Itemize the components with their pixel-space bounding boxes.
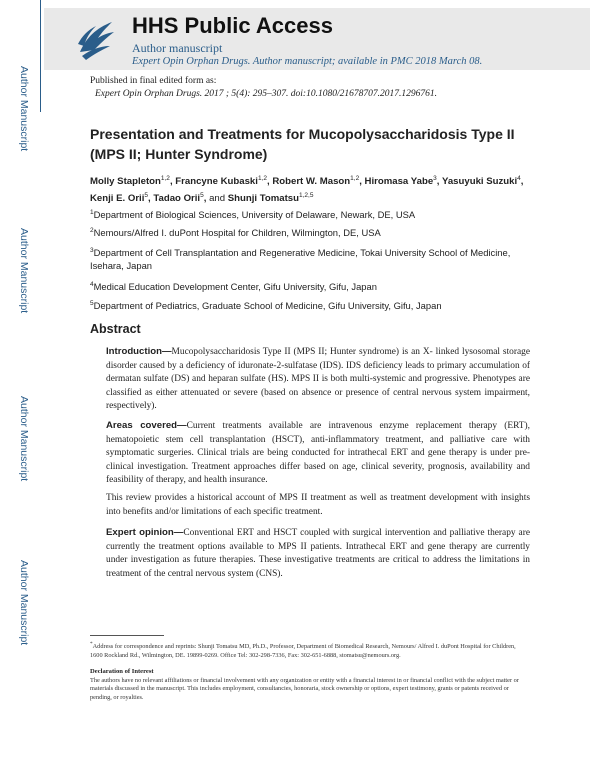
affiliation-1: $^1$Department of Biological Sciences, University of Delaware, Newark, DE, USA	[90, 209, 416, 221]
author: Robert W. Mason$^{1,2}$	[272, 175, 360, 188]
abstract-heading: Abstract	[90, 322, 141, 336]
author: Shunji Tomatsu$^{1,2,5}$	[227, 192, 314, 205]
sidebar-label-2: Author Manuscript	[18, 228, 30, 314]
footnote-divider	[90, 635, 164, 636]
sidebar-divider	[40, 0, 41, 112]
banner-title: HHS Public Access	[132, 13, 333, 38]
author: Hiromasa Yabe$^3$	[364, 175, 437, 188]
affiliation-2: $^2$Nemours/Alfred I. duPont Hospital for Children, Wilmington, DE, USA	[90, 227, 381, 239]
footnote-correspondence: *Address for correspondence and reprints: Shunji Tomatsu MD, Ph.D., Professor, Department of Biomedical Research, Nemours/ Alfred I. duPont Hospital for Children, 1600 Rockland Rd., Wilmington, DE. 19899-0269. Office Tel: 302-298-7336, Fax: 302-651-6888, stomatsu@nemours.org.	[90, 641, 516, 659]
affiliation-5: $^5$Department of Pediatrics, Graduate School of Medicine, Gifu University, Gifu, Japan	[90, 300, 442, 312]
author: Molly Stapleton$^{1,2}$	[90, 175, 170, 188]
paper-title: Presentation and Treatments for Mucopolysaccharidosis Type II (MPS II; Hunter Syndrome)	[90, 126, 515, 162]
footnote-interest: The authors have no relevant affiliations or financial involvement with any organization or entity with a financial interest in or financial conflict with the subject matter or materials discussed in the manuscript. This includes employment, consultancies, honoraria, stock ownership or options, expert testimony, grants or patents received or pending, or royalties.	[90, 677, 519, 701]
affiliation-3: $^3$Department of Cell Transplantation and Regenerative Medicine, Tokai University School of Medicine, Isehara, Japan	[90, 247, 511, 272]
abstract-review: This review provides a historical account of MPS II treatment as well as treatment development with insights into benefits and/or limitations of each specific treatment.	[106, 493, 530, 517]
published-citation: Expert Opin Orphan Drugs. 2017 ; 5(4): 295–307. doi:10.1080/21678707.2017.1296761.	[95, 89, 437, 99]
banner-subtitle: Author manuscript	[132, 41, 223, 55]
author: Francyne Kubaski$^{1,2}$	[175, 175, 267, 188]
affiliation-4: $^4$Medical Education Development Center, Gifu University, Gifu, Japan	[90, 281, 377, 293]
sidebar-label-4: Author Manuscript	[18, 560, 30, 646]
footnote-interest-heading: Declaration of Interest	[90, 668, 154, 675]
abstract-areas-covered: Areas covered—Current treatments available are intravenous enzyme replacement therapy (ERT), hematopoietic stem cell transplantation (HSCT), anti-inflammatory treatment, and palliative care with symptomatic surgeries. Clinical trials are being conducted for intrathecal ERT and gene therapy is under pre-clinical investigation. Treatment approaches differ based on age, clinical severity, prognosis, availability and feasibility of therapy, and health insurance.	[106, 420, 530, 486]
banner-citation: Expert Opin Orphan Drugs. Author manuscript; available in PMC 2018 March 08.	[132, 56, 483, 67]
sidebar-label-1: Author Manuscript	[18, 66, 30, 152]
author: Yasuyuki Suzuki$^4$	[441, 175, 521, 188]
abstract-introduction: Introduction—Mucopolysaccharidosis Type II (MPS II; Hunter syndrome) is an X- linked lysosomal storage disorder caused by a deficiency of iduronate-2-sulfatase (IDS). IDS deficiency leads to primary accumulation of dermatan sulfate (DS) and heparan sulfate (HS). MPS II is both multi-systemic and progressive. Phenotypes are classified as either attenuated or severe (based on absence or presence of central nervous system impairment, respectively).	[106, 346, 530, 412]
published-label: Published in final edited form as:	[90, 76, 217, 86]
hhs-eagle-logo-icon	[76, 16, 116, 62]
abstract-expert-opinion: Expert opinion—Conventional ERT and HSCT coupled with surgical intervention and palliative therapy are currently the treatment options available to MPS II patients. Intrathecal ERT and gene therapy are currently under investigation as future therapies. These investigative treatments are critical to address the limitations in treatment of the central nervous system (CNS).	[106, 527, 531, 579]
author: Tadao Orii$^5$	[153, 192, 204, 205]
author-list: Molly Stapleton$^{1,2}$, Francyne Kubaski$^{1,2}$, Robert W. Mason$^{1,2}$, Hiromasa Yabe$^3$, Yasuyuki Suzuki$^4$, Kenji E. Orii$^5$, Tadao Orii$^5$, and Shunji Tomatsu$^{1,2,5}$	[90, 175, 524, 205]
sidebar-label-3: Author Manuscript	[18, 396, 30, 482]
author: Kenji E. Orii$^5$	[90, 192, 149, 205]
